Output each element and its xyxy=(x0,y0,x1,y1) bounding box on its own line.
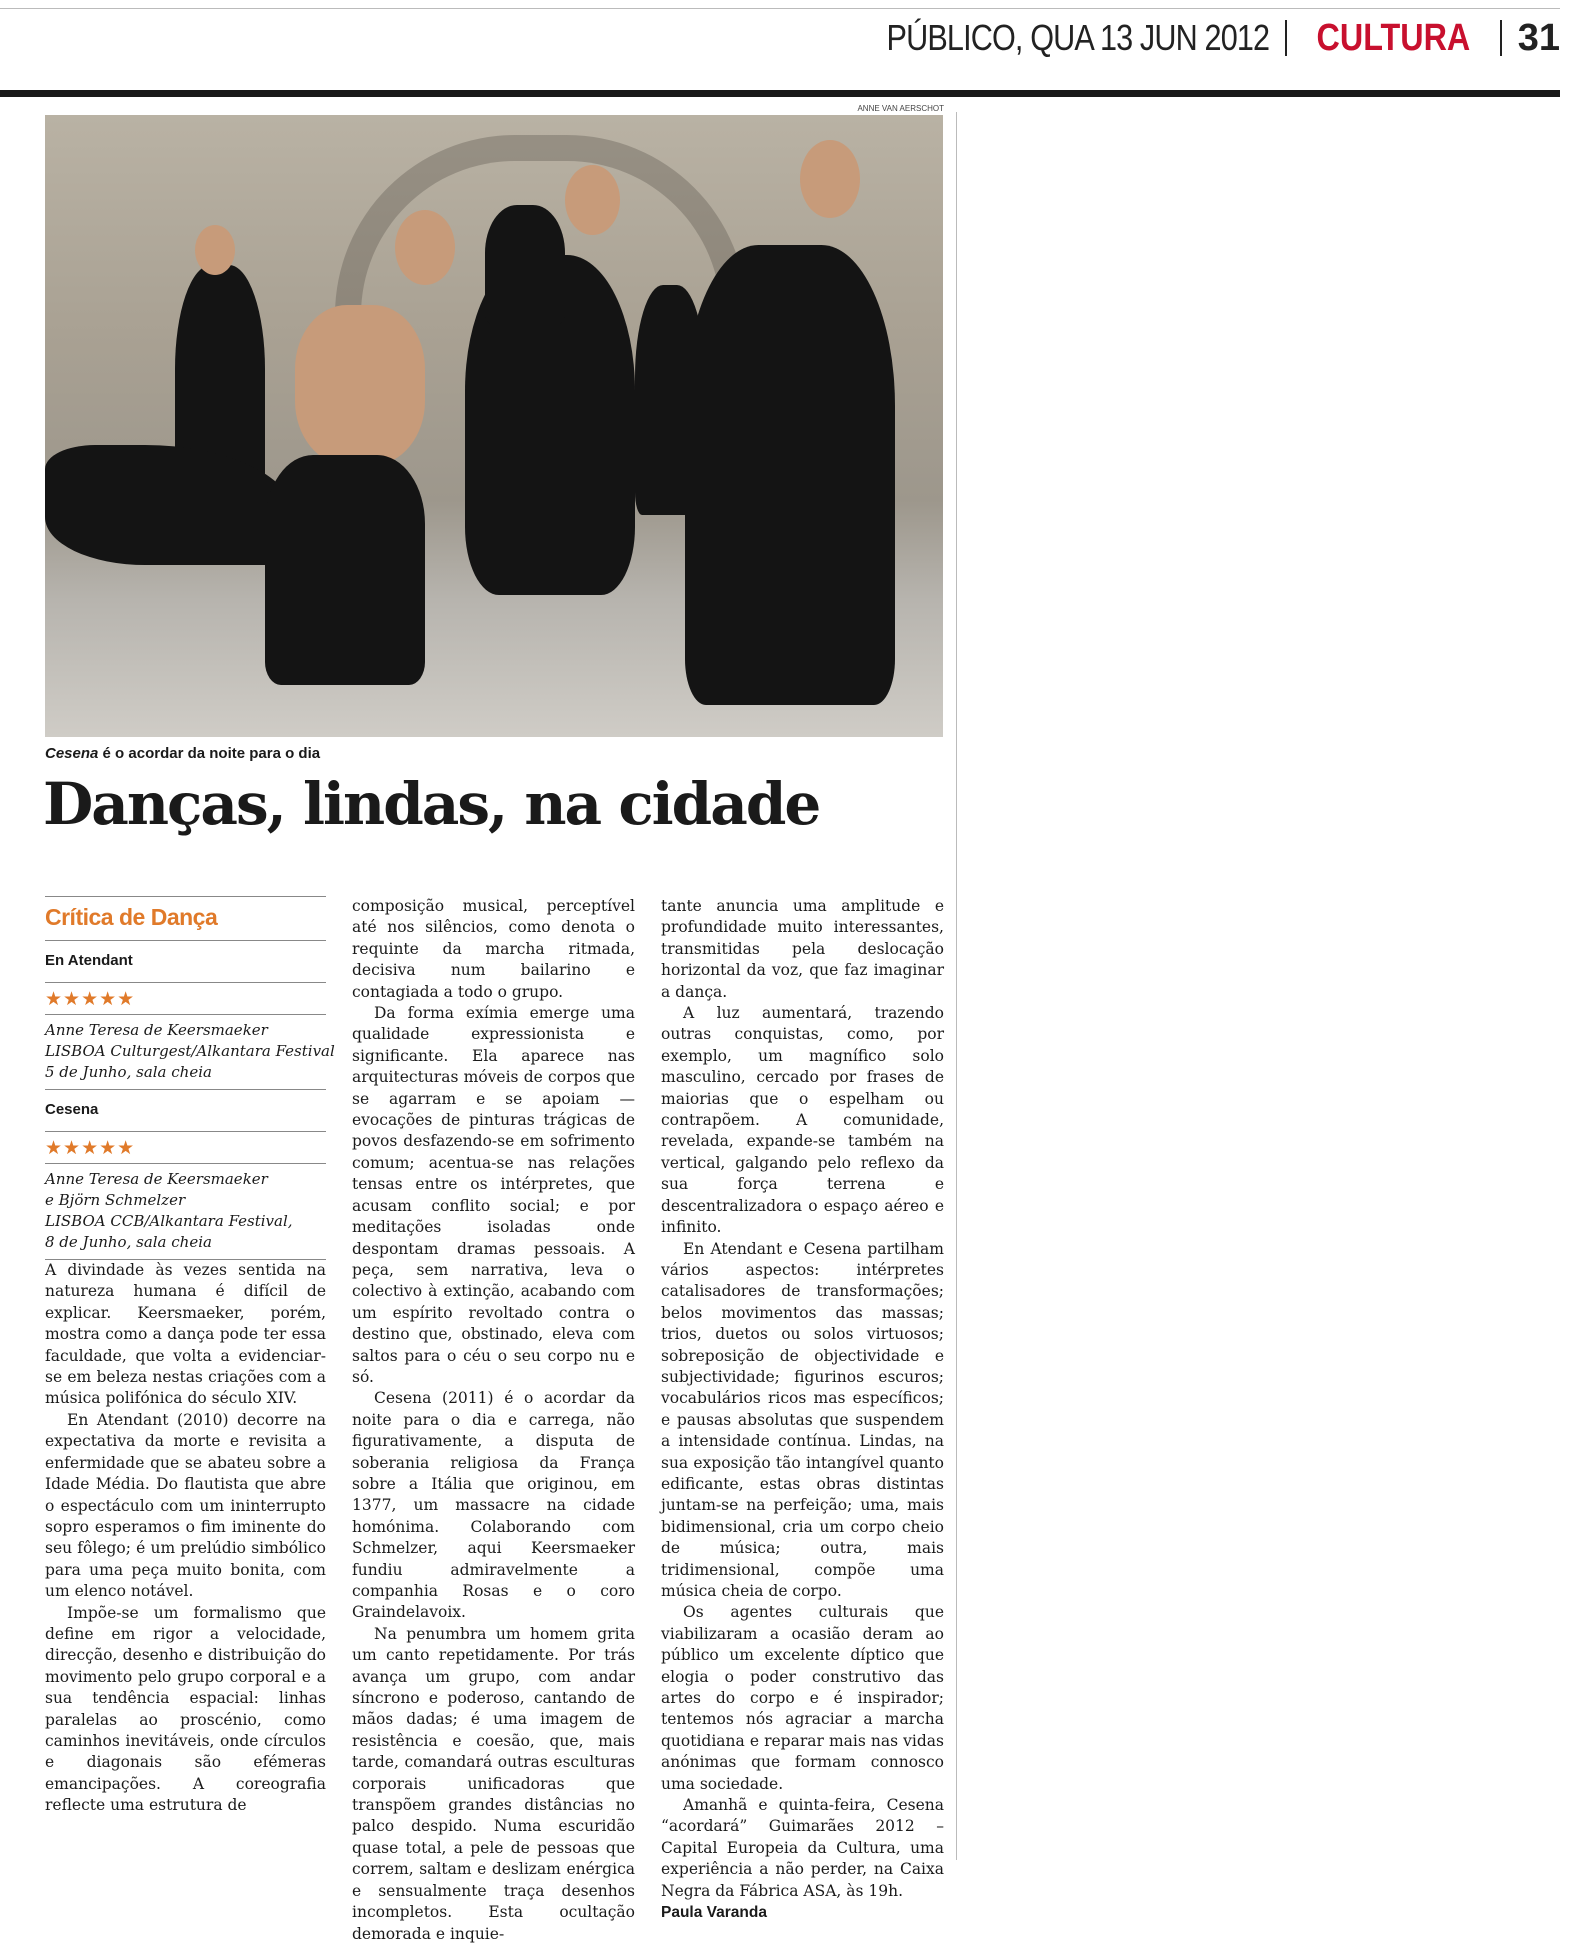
body-paragraph: Na penumbra um homem grita um canto repetidamente. Por trás avança um grupo, com andar síncrono e poderoso, cantando de mãos dadas; é uma imagem de resistência e coesão, que, mais tarde, comandará outras esculturas corporais unificadoras que transpõem grandes distâncias no palco despido. Numa escuridão quase total, a pele de pessoas que correm, saltam e deslizam enérgica e sensualmente traça desenhos incompletos. Esta ocultação demorada e inquie- xyxy=(352,1624,635,1943)
star-rating: ★★★★★ xyxy=(45,1136,136,1159)
credit-line: 5 de Junho, sala cheia xyxy=(45,1063,212,1082)
review-work-title: En Atendant xyxy=(45,952,133,970)
dancer-figure xyxy=(685,245,895,705)
review-credits xyxy=(45,1164,326,1259)
body-paragraph: tante anuncia uma amplitude e profundidade muito interessantes, transmitidas pela deslocação horizontal da voz, que faz imaginar a dança. xyxy=(661,897,944,1001)
dancer-figure xyxy=(265,455,425,685)
star-rating: ★★★★★ xyxy=(45,987,136,1010)
credit-line: e Björn Schmelzer xyxy=(45,1191,186,1210)
body-paragraph: composição musical, perceptível até nos silêncios, como denota o requinte da marcha ritmada, decisiva num bailarino e contagiada a todo o grupo. xyxy=(352,897,635,1001)
credit-line: 8 de Junho, sala cheia xyxy=(45,1233,212,1252)
body-paragraph: En Atendant e Cesena partilham vários aspectos: intérpretes catalisadores de transformações; belos movimentos das massas; trios, duetos ou solos virtuosos; sobreposição de objectividade e subjectividade; figurinos escuros; vocabulários ricos mas específicos; e pausas absolutas que suspendem a intensidade contínua. Lindas, na sua exposição tão intangível quanto edificante, estas obras distintas juntam-se na perfeição; uma, mais bidimensional, cria um corpo cheio de música; outra, mais tridimensional, compõe uma música cheia de corpo. xyxy=(661,1239,944,1600)
author-signature: Paula Varanda xyxy=(661,1904,767,1922)
body-paragraph: A luz aumentará, trazendo outras conquistas, como, por exemplo, um magnífico solo masculino, cercado por frases de maiorias que o espelham ou contrapõem. A comunidade, revelada, expande-se também na vertical, galgando pelo reflexo da sua força terrena e descentralizadora o espaço aéreo e infinito. xyxy=(661,1004,944,1237)
header-date: PÚBLICO, QUA 13 JUN 2012 xyxy=(886,17,1269,58)
header-separator xyxy=(1500,20,1502,56)
dancer-head xyxy=(195,225,235,275)
article-headline: Danças, lindas, na cidade xyxy=(43,770,820,838)
body-column-1 xyxy=(45,896,335,1817)
dancer-head xyxy=(565,165,620,235)
credit-line: LISBOA Culturgest/Alkantara Festival xyxy=(45,1042,335,1061)
dancer-figure xyxy=(635,285,705,515)
header-rule xyxy=(0,90,1560,97)
column-divider xyxy=(956,112,957,1860)
credit-line: Anne Teresa de Keersmaeker xyxy=(45,1021,268,1040)
review-box-title: Crítica de Dança xyxy=(45,904,218,930)
caption-italic: Cesena xyxy=(45,745,99,762)
photo-credit: ANNE VAN AERSCHOT xyxy=(857,104,944,113)
credit-line: LISBOA CCB/Alkantara Festival, xyxy=(45,1212,293,1231)
photo-caption xyxy=(45,745,320,762)
dancer-head xyxy=(395,210,455,285)
page-header xyxy=(819,14,1560,62)
dancer-figure xyxy=(485,205,565,325)
body-paragraph: Cesena (2011) é o acordar da noite para o dia e carrega, não figurativamente, a disputa de soberania religiosa da França sobre a Itália que originou, em 1377, um massacre na cidade homónima. Colaborando com Schmelzer, aqui Keersmaeker fundiu admiravelmente a companhia Rosas e o coro Graindelavoix. xyxy=(352,1389,635,1622)
body-paragraph: Impõe-se um formalismo que define em rigor a velocidade, direcção, desenho e distribuição do movimento pelo grupo corporal e a sua tendência espacial: linhas paralelas ao proscénio, como caminhos inevitáveis, onde círculos e diagonais são efémeras emancipações. A coreografia reflecte uma estrutura de xyxy=(45,1603,326,1815)
header-page-number: 31 xyxy=(1517,16,1560,59)
header-section: CULTURA xyxy=(1316,16,1471,59)
body-paragraph: A divindade às vezes sentida na natureza humana é difícil de explicar. Keersmaeker, porém, mostra como a dança pode ter essa faculdade, que volta a evidenciar-se em beleza nestas criações com a música polifónica do século XIV. xyxy=(45,1261,326,1408)
header-separator xyxy=(1285,20,1287,56)
top-hairline xyxy=(0,8,1560,9)
dancer-head xyxy=(800,140,860,218)
body-column-2 xyxy=(352,896,635,1945)
credit-line: Anne Teresa de Keersmaeker xyxy=(45,1170,268,1189)
body-paragraph: Amanhã e quinta-feira, Cesena “acordará” Guimarães 2012 – Capital Europeia da Cultura, uma experiência a não perder, na Caixa Negra da Fábrica ASA, às 19h. xyxy=(661,1796,944,1900)
review-credits xyxy=(45,1015,335,1089)
body-paragraph: En Atendant (2010) decorre na expectativa da morte e revisita a enfermidade que se abateu sobre a Idade Média. Do flautista que abre o espectáculo com um ininterrupto sopro esperamos o fim iminente do seu fôlego; é um prelúdio simbólico para uma peça muito bonita, com um elenco notável. xyxy=(45,1410,326,1601)
dance-photo xyxy=(45,115,943,737)
body-paragraph: Da forma exímia emerge uma qualidade expressionista e significante. Ela aparece nas arquitecturas móveis de corpos que se agarram e se apoiam — evocações de pinturas trágicas de povos desfazendo-se em sofrimento comum; acentua-se nas relações tensas entre os intérpretes, que acusam conflito social; e por meditações isoladas onde despontam dramas pessoais. A peça, sem narrativa, leva o colectivo à extinção, acabando com um espírito revoltado contra o destino que, obstinado, eleva com saltos para o céu o seu corpo nu e só. xyxy=(352,1004,635,1386)
dancer-torso xyxy=(295,305,425,465)
body-column-3 xyxy=(661,896,944,1924)
body-paragraph: Os agentes culturais que viabilizaram a ocasião deram ao público um excelente díptico que elogia o poder construtivo das artes do corpo e é inspirador; tentemos nós agraciar a marcha quotidiana e reparar mais nas vidas anónimas que formam connosco uma sociedade. xyxy=(661,1603,944,1793)
review-work-title: Cesena xyxy=(45,1101,99,1119)
caption-text: é o acordar da noite para o dia xyxy=(98,745,321,762)
